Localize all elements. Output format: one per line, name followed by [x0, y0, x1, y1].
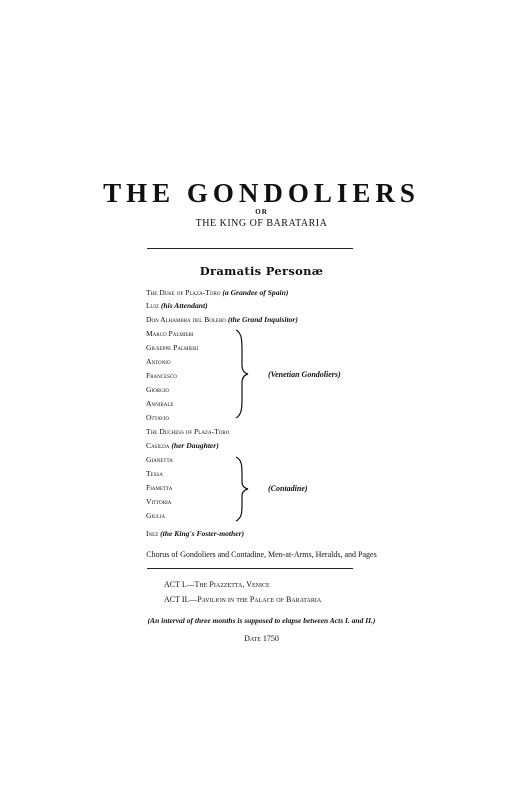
cast-row	[146, 440, 219, 451]
cast-row	[146, 510, 165, 521]
cast-name: Giulia	[146, 511, 166, 520]
date-line: Date 1750	[244, 634, 279, 643]
cast-desc: (the Grand Inquisitor)	[227, 315, 298, 324]
cast-name: Casilda	[146, 441, 170, 450]
cast-name: The Duchess of Plaza-Toro	[146, 427, 230, 436]
play-title: THE GONDOLIERS	[103, 178, 420, 208]
dramatis-personae-heading: Dramatis Personæ	[199, 264, 324, 278]
cast-row	[146, 328, 194, 339]
cast-name: Ottavio	[146, 413, 170, 422]
act-scene: The Piazzetta, Venice	[194, 580, 270, 589]
act-label: ACT I.—	[164, 580, 195, 589]
contadine-brace	[234, 456, 254, 522]
cast-row	[146, 287, 288, 298]
cast-row	[146, 454, 173, 465]
cast-name: Giuseppe Palmieri	[146, 343, 199, 352]
lower-divider	[147, 568, 353, 569]
cast-name: Don Alhambra del Bolero	[146, 315, 226, 324]
contadine-label: (Contadine)	[268, 484, 308, 493]
cast-row	[146, 342, 198, 353]
cast-name: Marco Palmieri	[146, 329, 194, 338]
gondoliers-label: (Venetian Gondoliers)	[268, 370, 341, 379]
cast-row	[146, 468, 163, 479]
cast-row	[146, 528, 244, 539]
cast-name: Inez	[146, 529, 159, 538]
act-line	[164, 579, 270, 590]
cast-row	[146, 426, 229, 437]
cast-name: Giorgio	[146, 385, 169, 394]
cast-name: Tessa	[146, 469, 163, 478]
cast-row	[146, 314, 298, 325]
act-label: ACT II.—	[164, 595, 198, 604]
cast-row	[146, 482, 172, 493]
act-scene: Pavilion in the Palace of Barataria	[197, 595, 322, 604]
chorus-line: Chorus of Gondoliers and Contadine, Men-at-Arms, Heralds, and Pages	[146, 550, 377, 559]
cast-desc: (a Grandee of Spain)	[222, 288, 289, 297]
cast-name: Annibale	[146, 399, 174, 408]
act-line	[164, 594, 321, 605]
cast-row	[146, 412, 169, 423]
cast-name: Luiz	[146, 301, 159, 310]
cast-name: Vittoria	[146, 497, 172, 506]
cast-name: Antonio	[146, 357, 171, 366]
top-divider	[147, 248, 353, 249]
cast-row	[146, 370, 177, 381]
cast-row	[146, 384, 169, 395]
play-subtitle: THE KING OF BARATARIA	[195, 218, 328, 229]
cast-desc: (his Attendant)	[160, 301, 208, 310]
cast-name: Fiametta	[146, 483, 173, 492]
cast-desc: (her Daughter)	[171, 441, 219, 450]
cast-row	[146, 300, 208, 311]
cast-row	[146, 356, 171, 367]
gondoliers-brace	[234, 329, 254, 419]
cast-name: The Duke of Plaza-Toro	[146, 288, 221, 297]
title-or: OR	[255, 208, 268, 216]
cast-desc: (the King's Foster-mother)	[160, 529, 245, 538]
cast-name: Francesco	[146, 371, 177, 380]
interval-note: (An interval of three months is supposed to elapse between Acts I. and II.)	[147, 616, 376, 625]
cast-row	[146, 496, 171, 507]
cast-row	[146, 398, 173, 409]
cast-name: Gianetta	[146, 455, 173, 464]
